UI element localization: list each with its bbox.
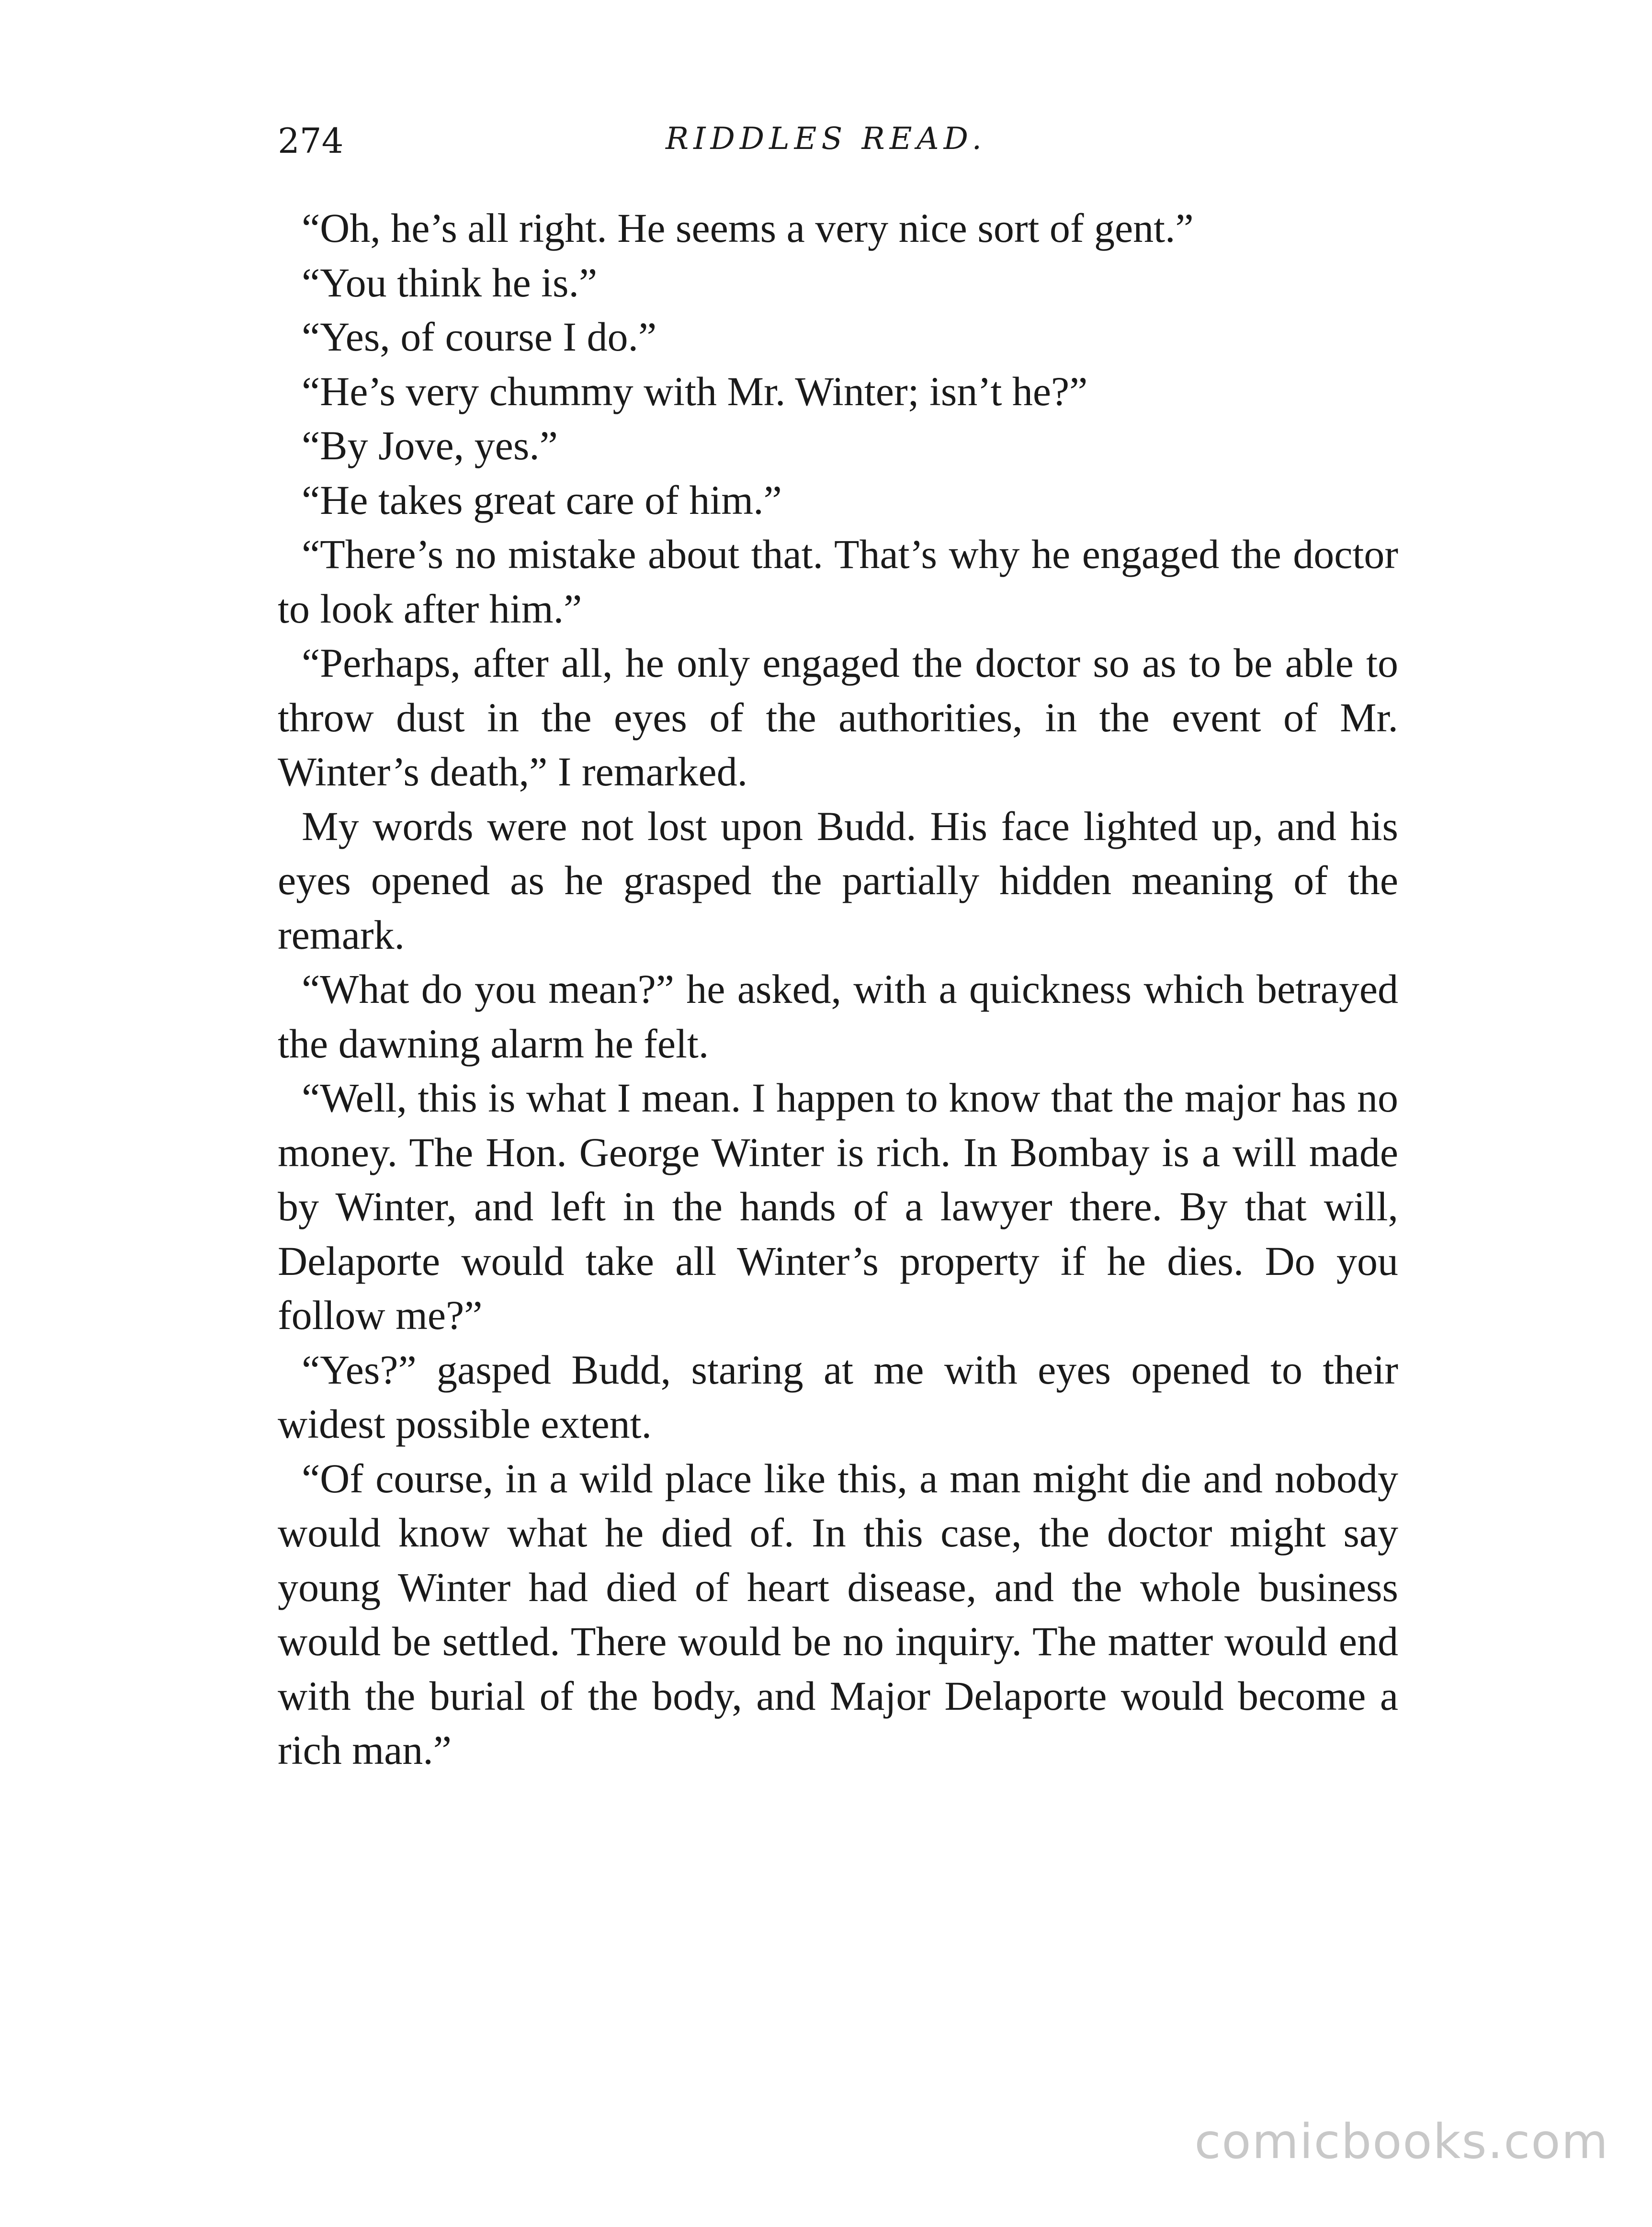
paragraph: “Oh, he’s all right. He seems a very nice sort of gent.” (302, 205, 1194, 251)
paragraph: “Of course, in a wild place like this, a man might die and nobody would know what he died of. In this case, the doctor might say young Winter had died of heart disease, and the whole business would be settled. There would be no inquiry. The matter would end with the burial of the body, and Major Delaporte would become a rich man.” (278, 1455, 1398, 1773)
paragraph: “Perhaps, after all, he only engaged the doctor so as to be able to throw dust in the eyes of the authorities, in the event of Mr. Winter’s death,” I remarked. (278, 640, 1398, 795)
paragraph: “There’s no mistake about that. That’s why he engaged the doctor to look after him.” (278, 531, 1398, 632)
paragraph: “He takes great care of him.” (302, 477, 782, 523)
page-number: 274 (278, 121, 344, 161)
body-text (278, 201, 1398, 1778)
watermark: comicbooks.com (1194, 2113, 1609, 2170)
paragraph: “Yes, of course I do.” (302, 314, 657, 360)
paragraph: “Well, this is what I mean. I happen to know that the major has no money. The Hon. George Winter is rich. In Bombay is a will made by Winter, and left in the hands of a lawyer there. By that will, Delaporte would take all Winter’s property if he dies. Do you follow me?” (278, 1075, 1398, 1338)
paragraph: My words were not lost upon Budd. His face lighted up, and his eyes opened as he grasped the partially hidden meaning of the remark. (278, 803, 1398, 958)
running-head: RIDDLES READ. (666, 121, 986, 157)
paragraph: “What do you mean?” he asked, with a quickness which betrayed the dawning alarm he felt. (278, 966, 1398, 1067)
paragraph: “By Jove, yes.” (302, 422, 558, 468)
paragraph: “Yes?” gasped Budd, staring at me with eyes opened to their widest possible extent. (278, 1346, 1398, 1447)
paragraph: “He’s very chummy with Mr. Winter; isn’t he?” (302, 368, 1088, 414)
paragraph: “You think he is.” (302, 259, 598, 306)
